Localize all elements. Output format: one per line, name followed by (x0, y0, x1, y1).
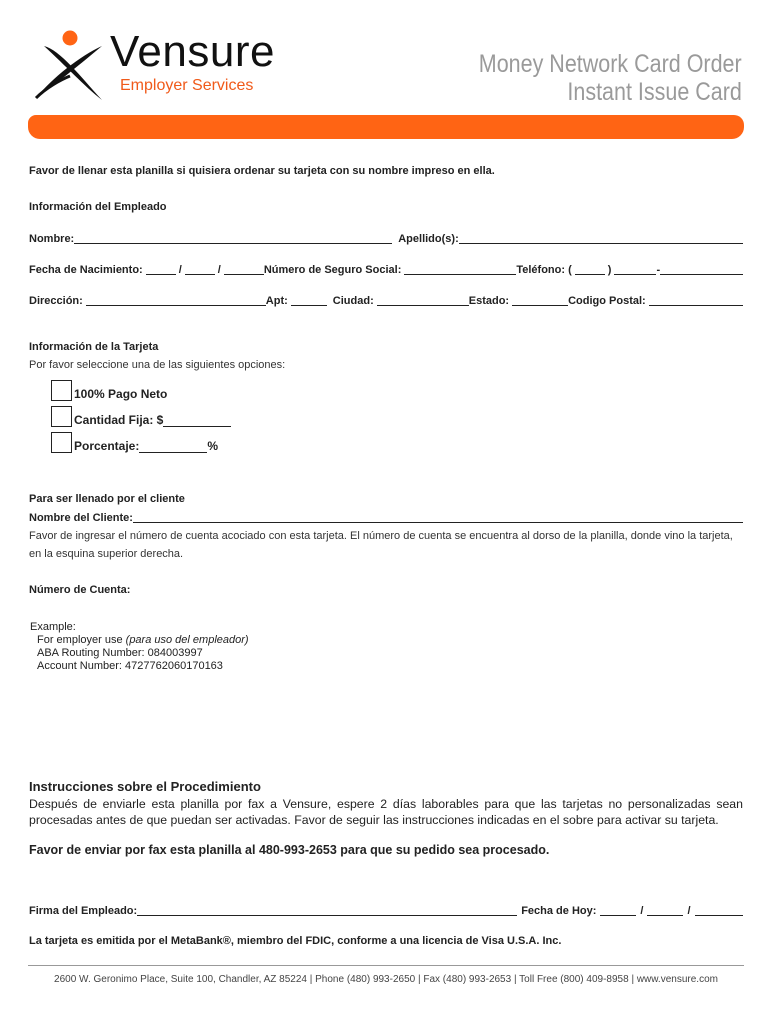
card-heading: Información de la Tarjeta (29, 341, 159, 353)
estado-field[interactable] (512, 294, 568, 306)
telefono-label: Teléfono: ( (516, 264, 572, 276)
vensure-logo-mark (30, 26, 110, 102)
client-heading: Para ser llenado por el cliente (29, 493, 185, 505)
option-fixed-amount (74, 413, 231, 427)
account-number-label: Número de Cuenta: (29, 584, 131, 596)
fixed-amount-field[interactable] (163, 414, 231, 427)
dob-month-field[interactable] (146, 263, 176, 275)
card-instruction: Por favor seleccione una de las siguientes opciones: (29, 359, 286, 371)
dob-row (29, 263, 743, 276)
option-fixed-amount-label: Cantidad Fija: $ (74, 413, 164, 427)
area-code-field[interactable] (575, 263, 605, 275)
disclaimer: La tarjeta es emitida por el MetaBank®, miembro del FDIC, conforme a una licencia de Visa U.S.A. Inc. (29, 935, 562, 947)
codigo-postal-label: Codigo Postal: (568, 295, 646, 307)
example-aba: ABA Routing Number: 084003997 (37, 647, 203, 659)
tel-paren: ) (607, 264, 612, 276)
dob-year-field[interactable] (224, 263, 264, 275)
option-percentage (74, 439, 218, 453)
ssn-field[interactable] (404, 263, 516, 275)
apt-label: Apt: (265, 295, 288, 307)
dob-day-field[interactable] (185, 263, 215, 275)
percentage-field[interactable] (139, 440, 207, 453)
firma-label: Firma del Empleado: (29, 905, 138, 917)
estado-label: Estado: (468, 295, 510, 307)
phone-line-field[interactable] (660, 263, 743, 275)
ciudad-field[interactable] (377, 294, 469, 306)
instructions-body: Después de enviarle esta planilla por fax a Vensure, espere 2 días laborables para que las tarjetas no personalizadas sean procesadas antes de que puedan ser activadas. Favor de seguir las instrucciones indicadas en el sobre para activar su tarjeta. (29, 797, 743, 827)
dob-slash: / (217, 264, 221, 276)
option-percentage-label: Porcentaje: (74, 439, 140, 453)
direccion-label: Dirección: (29, 295, 83, 307)
dob-slash: / (178, 264, 182, 276)
date-month-field[interactable] (600, 904, 636, 916)
date-day-field[interactable] (647, 904, 683, 916)
option-100-percent-label: 100% Pago Neto (74, 387, 168, 401)
phone-prefix-field[interactable] (614, 263, 656, 275)
apellido-field[interactable] (459, 232, 743, 244)
percent-sign: % (207, 439, 219, 453)
header-bar (28, 115, 744, 139)
firma-field[interactable] (137, 904, 517, 916)
option-fixed-amount-checkbox[interactable] (51, 406, 72, 427)
direccion-field[interactable] (86, 294, 266, 306)
date-slash: / (687, 905, 691, 917)
client-name-row (29, 511, 743, 524)
ciudad-label: Ciudad: (332, 295, 374, 307)
example-block (30, 621, 249, 673)
address-row (29, 294, 743, 307)
account-note-line1: Favor de ingresar el número de cuenta acociado con esta tarjeta. El número de cuenta se encuentra al dorso de la planilla, donde vino la tarjeta, (29, 530, 733, 542)
example-employer-text: For employer use (37, 634, 123, 646)
brand-subtitle: Employer Services (120, 77, 254, 94)
doc-title: Money Network Card Order (479, 50, 742, 78)
example-employer-use (30, 634, 249, 647)
fecha-nacimiento-label: Fecha de Nacimiento: (29, 264, 143, 276)
signature-row (29, 904, 743, 917)
ssn-label: Número de Seguro Social: (263, 264, 402, 276)
client-name-label: Nombre del Cliente: (29, 512, 133, 524)
fecha-hoy-label: Fecha de Hoy: (521, 905, 597, 917)
employee-heading: Información del Empleado (29, 201, 167, 213)
option-100-percent-checkbox[interactable] (51, 380, 72, 401)
tel-dash: - (656, 264, 661, 276)
codigo-postal-field[interactable] (649, 294, 743, 306)
date-year-field[interactable] (695, 904, 743, 916)
nombre-field[interactable] (74, 232, 392, 244)
account-note-line2: en la esquina superior derecha. (29, 548, 184, 560)
client-name-field[interactable] (133, 511, 743, 523)
example-employer-italic: (para uso del empleador) (125, 634, 249, 646)
example-title: Example: (30, 621, 76, 633)
apt-field[interactable] (291, 294, 327, 306)
doc-subtitle: Instant Issue Card (567, 78, 742, 106)
fax-instruction: Favor de enviar por fax esta planilla al 480-993-2653 para que su pedido sea procesado. (29, 843, 550, 857)
instructions-heading: Instrucciones sobre el Procedimiento (29, 779, 261, 794)
apellido-label: Apellido(s): (398, 233, 459, 245)
name-row (29, 232, 743, 245)
footer-contact: 2600 W. Geronimo Place, Suite 100, Chandler, AZ 85224 | Phone (480) 993-2650 | Fax (480) 993-2653 | Toll Free (800) 409-8958 | www.vensure.com (54, 974, 718, 985)
date-slash: / (640, 905, 644, 917)
intro-text: Favor de llenar esta planilla si quisiera ordenar su tarjeta con su nombre impreso en ella. (29, 165, 495, 177)
footer-divider (28, 965, 744, 966)
example-account: Account Number: 4727762060170163 (37, 660, 223, 672)
brand-name: Vensure (110, 27, 275, 76)
nombre-label: Nombre: (29, 233, 75, 245)
option-percentage-checkbox[interactable] (51, 432, 72, 453)
